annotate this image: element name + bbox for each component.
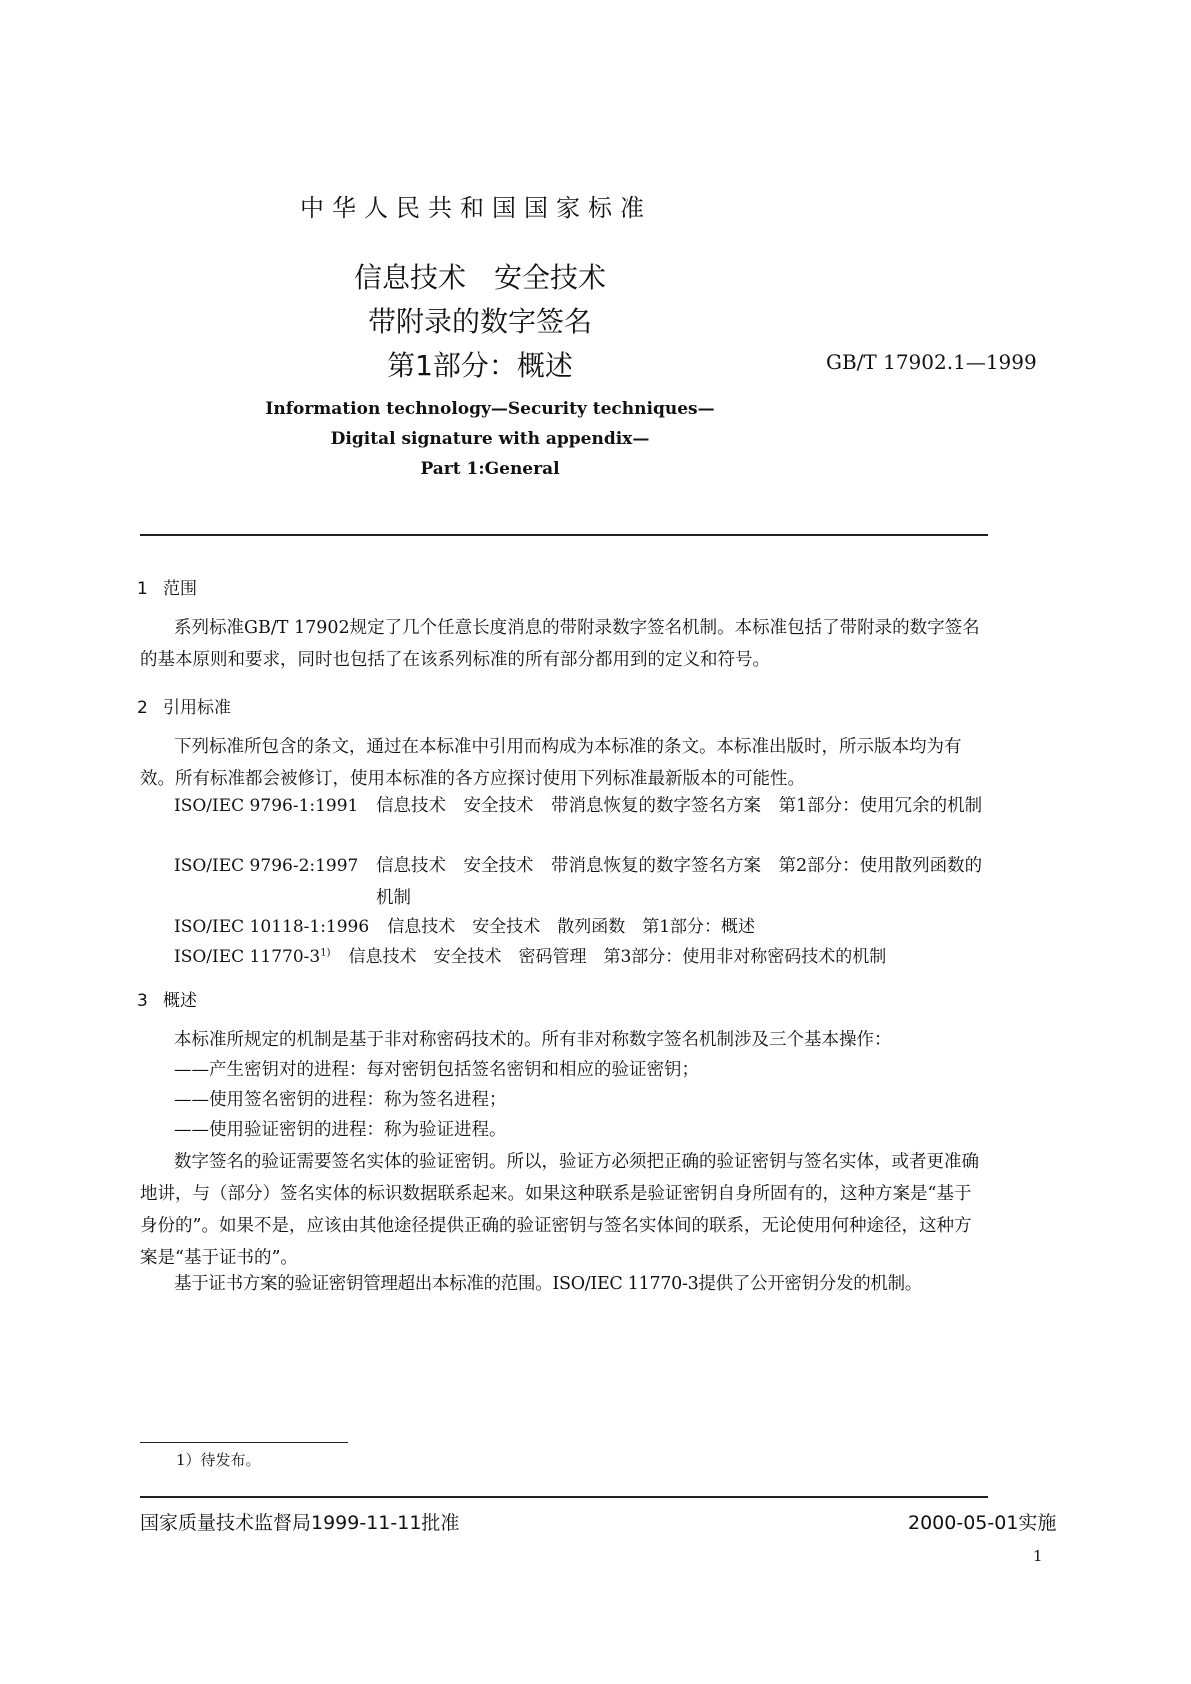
section-2-paragraph: 下列标准所包含的条文，通过在本标准中引用而构成为本标准的条文。本标准出版时，所示版本均为有效。所有标准都会被修订，使用本标准的各方应探讨使用下列标准最新版本的可能性。 — [140, 737, 962, 789]
dash-list-item: ——使用签名密钥的进程：称为签名进程； — [174, 1090, 507, 1110]
footer-divider — [140, 1496, 988, 1498]
reference-item — [174, 912, 755, 937]
header-divider — [140, 534, 988, 536]
footnote-divider — [140, 1442, 348, 1443]
section-number: 3 — [137, 991, 148, 1011]
reference-title: 信息技术 安全技术 散列函数 第1部分：概述 — [387, 917, 756, 937]
reference-title: 信息技术 安全技术 密码管理 第3部分：使用非对称密码技术的机制 — [348, 947, 887, 967]
english-title-line-3: Part 1:General — [420, 459, 560, 479]
section-3-paragraph-1: 本标准所规定的机制是基于非对称密码技术的。所有非对称数字签名机制涉及三个基本操作： — [174, 1030, 892, 1050]
reference-code: ISO/IEC 11770-3 — [174, 947, 321, 967]
reference-item — [174, 856, 376, 876]
reference-item — [174, 942, 886, 967]
section-title: 范围 — [163, 579, 197, 599]
dash-list-item: ——产生密钥对的进程：每对密钥包括签名密钥和相应的验证密钥； — [174, 1060, 699, 1080]
reference-title: 信息技术 安全技术 带消息恢复的数字签名方案 第1部分：使用冗余的机制 — [376, 796, 983, 816]
section-3-paragraph-2: 数字签名的验证需要签名实体的验证密钥。所以，验证方必须把正确的验证密钥与签名实体，或者更准确地讲，与（部分）签名实体的标识数据联系起来。如果这种联系是验证密钥自身所固有的，这种方案是“基于身份的”。如果不是，应该由其他途径提供正确的验证密钥与签名实体间的联系，无论使用何种途径，这种方案是“基于证书的”。 — [140, 1152, 979, 1268]
section-3-heading — [137, 986, 197, 1011]
title-line-1: 信息技术 安全技术 — [353, 261, 606, 294]
section-3-paragraph-3: 基于证书方案的验证密钥管理超出本标准的范围。ISO/IEC 11770-3提供了公开密钥分发的机制。 — [174, 1274, 922, 1294]
effective-date: 2000-05-01实施 — [908, 1512, 1057, 1534]
footnote-marker: 1) — [320, 947, 331, 959]
section-number: 1 — [137, 579, 148, 599]
reference-code: ISO/IEC 9796-2:1997 — [174, 856, 359, 876]
section-2-heading — [137, 693, 231, 718]
title-line-2: 带附录的数字签名 — [367, 305, 592, 338]
english-title-line-2: Digital signature with appendix— — [330, 429, 650, 449]
reference-code: ISO/IEC 9796-1:1991 — [174, 796, 359, 816]
reference-item — [174, 796, 376, 816]
title-line-3: 第1部分：概述 — [387, 349, 573, 382]
section-1-paragraph: 系列标准GB/T 17902规定了几个任意长度消息的带附录数字签名机制。本标准包括了带附录的数字签名的基本原则和要求，同时也包括了在该系列标准的所有部分都用到的定义和符号。 — [140, 618, 980, 670]
page-number: 1 — [1033, 1547, 1043, 1565]
english-title-line-1: Information technology—Security techniques— — [265, 399, 715, 419]
footnote: 1）待发布。 — [176, 1451, 261, 1469]
reference-title: 信息技术 安全技术 带消息恢复的数字签名方案 第2部分：使用散列函数的机制 — [376, 856, 983, 908]
reference-code: ISO/IEC 10118-1:1996 — [174, 917, 370, 937]
standard-code: GB/T 17902.1—1999 — [826, 350, 1037, 374]
section-1-heading — [137, 574, 197, 599]
dash-list-item: ——使用验证密钥的进程：称为验证进程。 — [174, 1120, 507, 1140]
country-standard-title: 中华人民共和国国家标准 — [300, 194, 652, 222]
approval-line: 国家质量技术监督局1999-11-11批准 — [140, 1512, 460, 1534]
section-title: 概述 — [163, 991, 197, 1011]
section-title: 引用标准 — [163, 698, 231, 718]
section-number: 2 — [137, 698, 148, 718]
